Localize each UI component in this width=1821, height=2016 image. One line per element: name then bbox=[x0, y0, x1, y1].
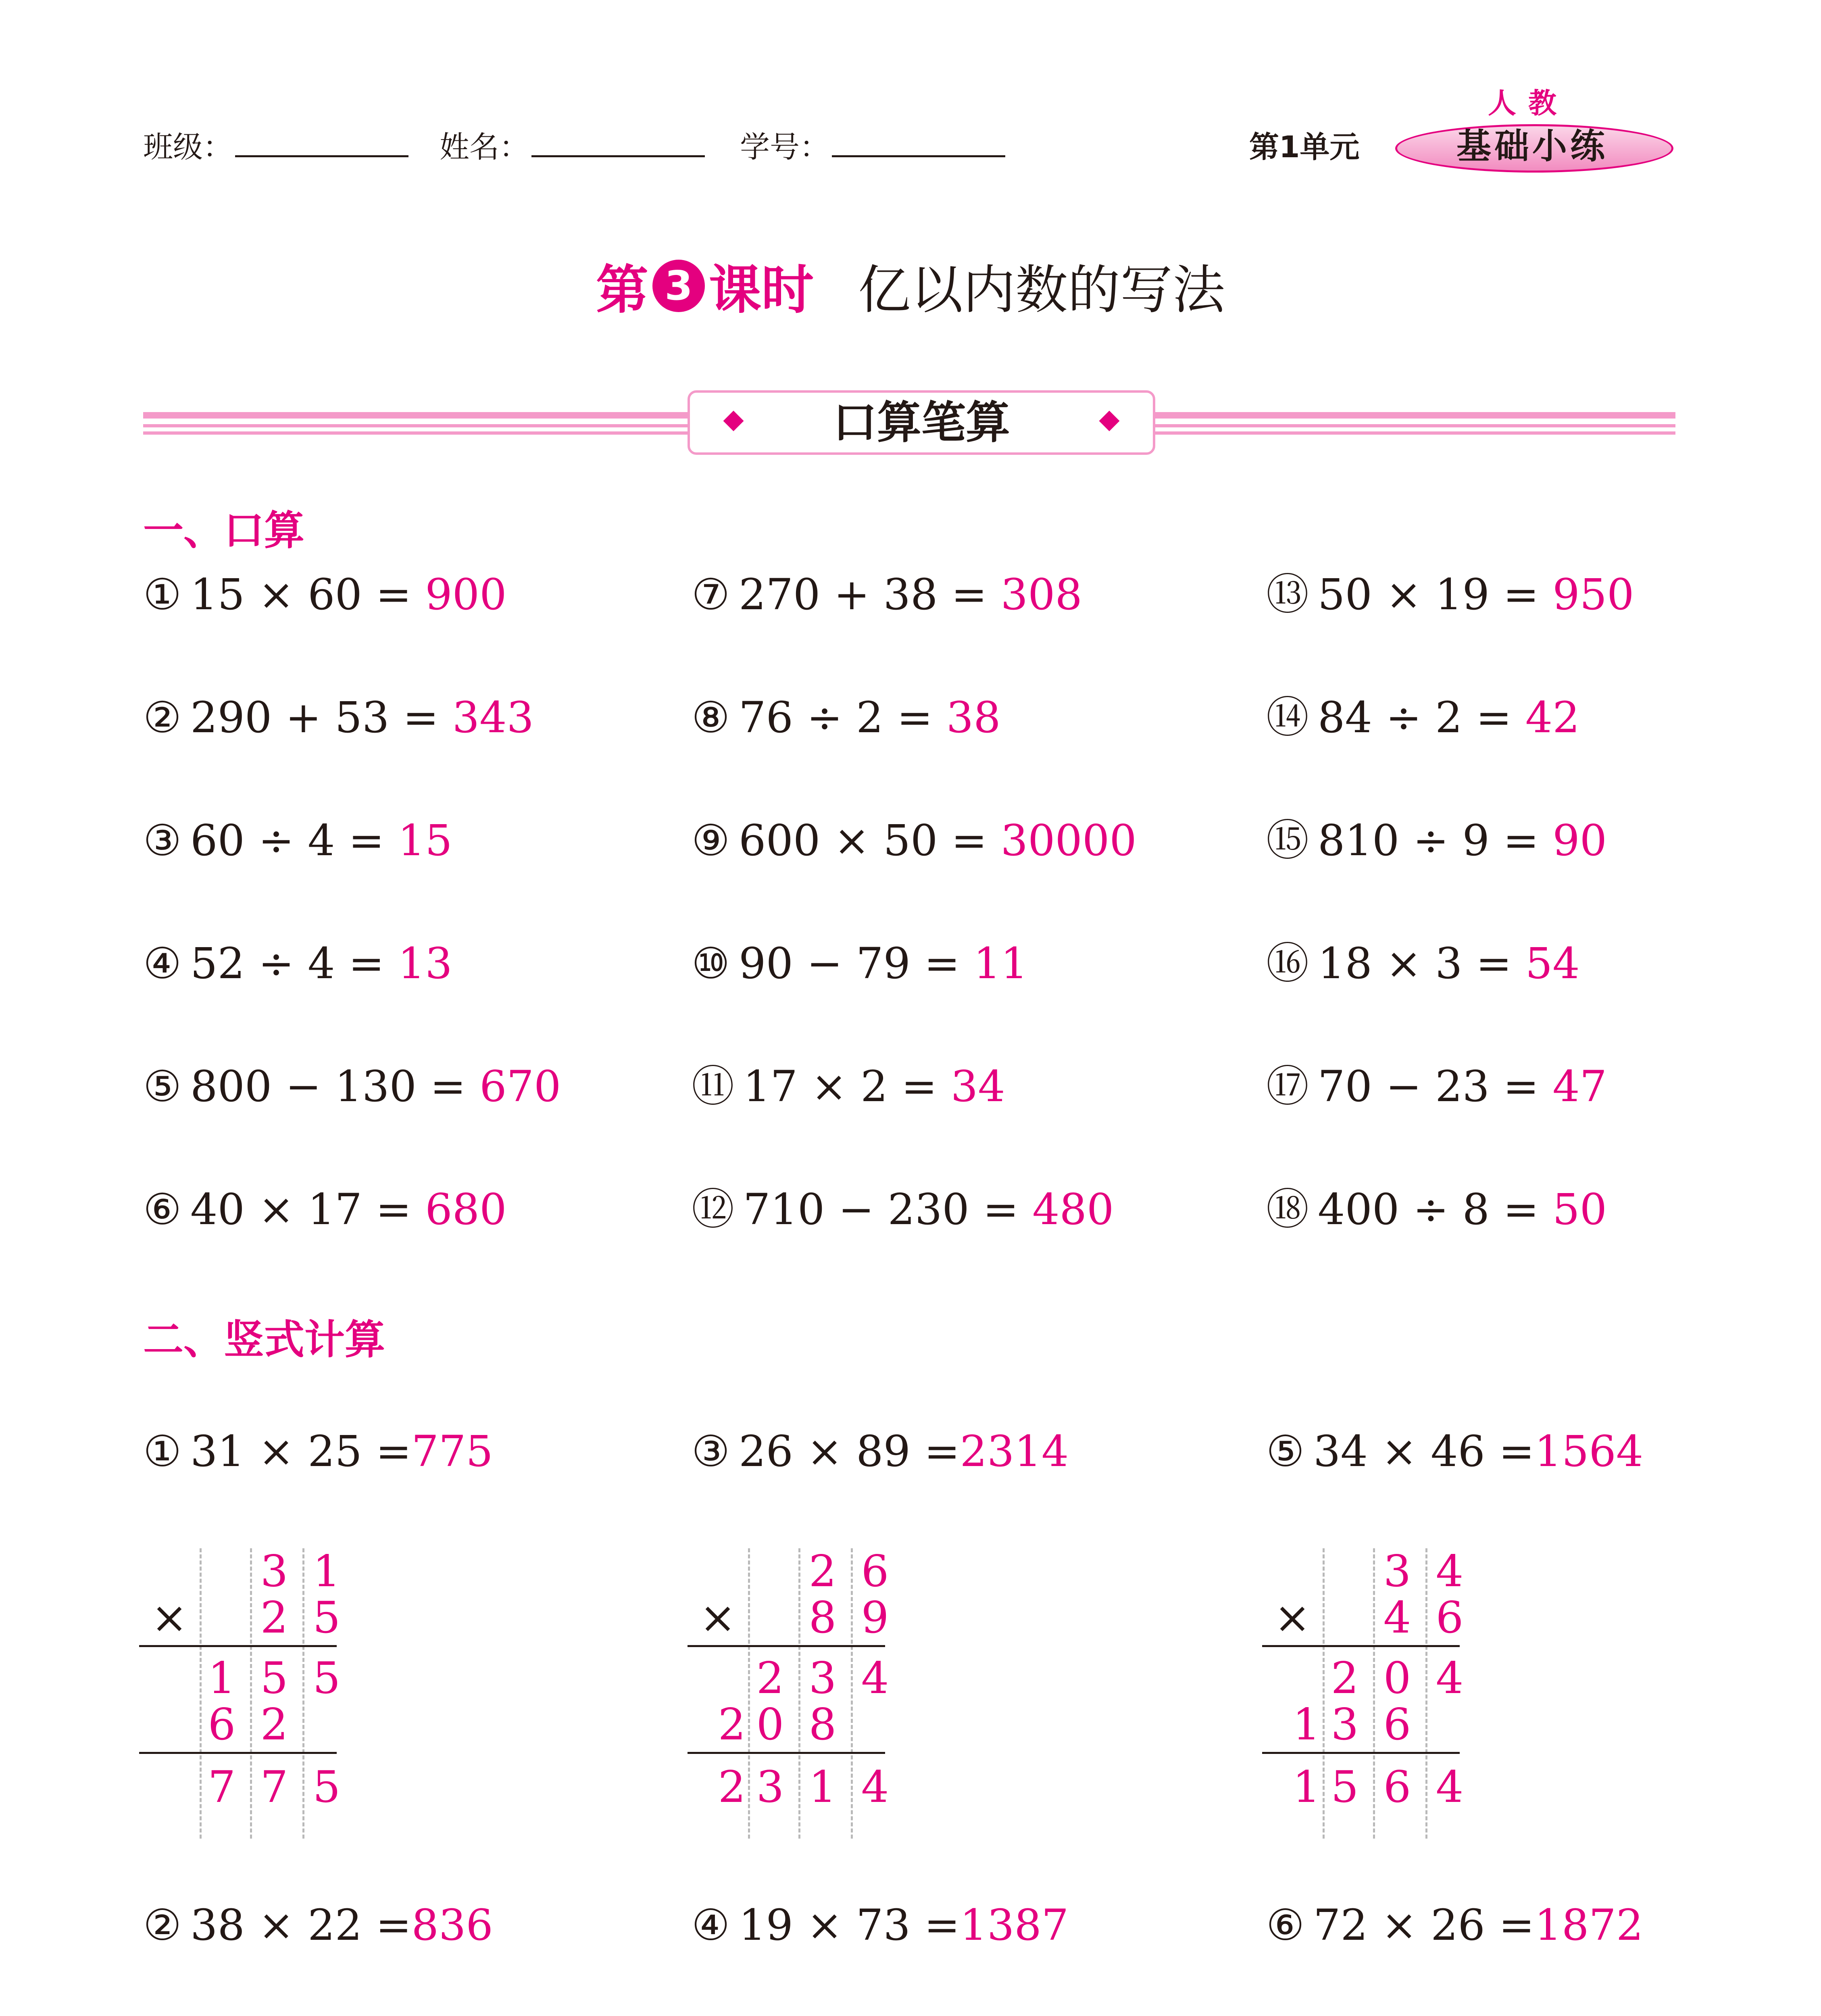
problem-answer[interactable]: 950 bbox=[1552, 570, 1634, 619]
oral-problem bbox=[1266, 1062, 1607, 1111]
badge-publisher: 人教 bbox=[1488, 87, 1569, 120]
page-title bbox=[0, 248, 1821, 323]
problem-expression: 800 − 130 = bbox=[190, 1062, 466, 1111]
digit: 4 bbox=[1436, 1762, 1464, 1812]
digit: 2 bbox=[718, 1699, 746, 1750]
problem-index: ⑧ bbox=[692, 693, 730, 742]
problem-expression: 34 × 46 = bbox=[1313, 1427, 1535, 1476]
problem-expression: 70 − 23 = bbox=[1318, 1062, 1539, 1111]
problem-expression: 19 × 73 = bbox=[739, 1900, 960, 1950]
digit: 2 bbox=[718, 1762, 746, 1812]
problem-answer[interactable]: 38 bbox=[946, 693, 1001, 742]
problem-index: ⑩ bbox=[692, 939, 730, 988]
vertical-problem bbox=[692, 1427, 1069, 1476]
problem-expression: 600 × 50 = bbox=[739, 816, 987, 865]
digit: 4 bbox=[1436, 1546, 1464, 1597]
oral-problem bbox=[692, 1062, 1005, 1111]
section-heading-vertical: 二、竖式计算 bbox=[143, 1316, 385, 1363]
digit: 4 bbox=[861, 1762, 889, 1812]
problem-expression: 400 ÷ 8 = bbox=[1318, 1185, 1539, 1234]
digit: 1 bbox=[808, 1762, 837, 1812]
digit: 3 bbox=[808, 1653, 837, 1704]
rule-line bbox=[1262, 1752, 1460, 1754]
oral-problem bbox=[1266, 816, 1607, 865]
problem-index: ⑤ bbox=[1266, 1427, 1305, 1476]
problem-expression: 710 − 230 = bbox=[743, 1185, 1019, 1234]
problem-expression: 72 × 26 = bbox=[1313, 1900, 1535, 1950]
problem-index: ② bbox=[143, 693, 182, 742]
times-sign: × bbox=[699, 1593, 736, 1643]
oral-problem bbox=[1266, 694, 1580, 742]
vertical-problem bbox=[143, 1901, 493, 1949]
digit: 3 bbox=[1331, 1699, 1359, 1750]
digit: 2 bbox=[1331, 1653, 1359, 1704]
digit: 1 bbox=[313, 1546, 341, 1597]
vertical-problem bbox=[1266, 1427, 1643, 1476]
digit: 5 bbox=[313, 1762, 341, 1812]
digit: 3 bbox=[756, 1762, 784, 1812]
digit: 7 bbox=[260, 1762, 288, 1812]
name-field[interactable] bbox=[440, 123, 705, 166]
vertical-problem bbox=[1266, 1901, 1643, 1949]
vertical-calculation bbox=[1262, 1548, 1464, 1839]
name-label: 姓名： bbox=[440, 130, 529, 165]
problem-index: ③ bbox=[692, 1427, 730, 1476]
oral-problem bbox=[692, 816, 1137, 865]
digit: 3 bbox=[1383, 1546, 1411, 1597]
oral-problem bbox=[143, 939, 452, 988]
digit: 6 bbox=[1383, 1762, 1411, 1812]
oral-problem bbox=[1266, 571, 1634, 619]
oral-problem bbox=[692, 1185, 1114, 1234]
problem-index: ⑬ bbox=[1266, 570, 1309, 619]
problem-index: ⑯ bbox=[1266, 939, 1309, 988]
problem-index: ⑱ bbox=[1266, 1185, 1309, 1234]
problem-answer[interactable]: 1564 bbox=[1534, 1427, 1644, 1476]
digit: 8 bbox=[808, 1593, 837, 1643]
oral-problem bbox=[692, 571, 1082, 619]
oral-problem bbox=[143, 816, 452, 865]
problem-expression: 290 + 53 = bbox=[190, 693, 439, 742]
digit: 4 bbox=[861, 1653, 889, 1704]
student-no-label: 学号： bbox=[740, 130, 829, 165]
problem-index: ③ bbox=[143, 816, 182, 865]
digit: 0 bbox=[1383, 1653, 1411, 1704]
problem-expression: 270 + 38 = bbox=[739, 570, 987, 619]
vertical-calculation bbox=[688, 1548, 889, 1839]
digit: 5 bbox=[313, 1653, 341, 1704]
oral-problem bbox=[143, 1062, 561, 1111]
lesson-prefix: 第 bbox=[596, 259, 648, 321]
problem-expression: 40 × 17 = bbox=[190, 1185, 412, 1234]
problem-index: ⑫ bbox=[692, 1185, 734, 1234]
problem-expression: 38 × 22 = bbox=[190, 1900, 412, 1950]
digit: 8 bbox=[808, 1699, 837, 1750]
problem-answer[interactable]: 308 bbox=[1000, 570, 1082, 619]
problem-answer[interactable]: 680 bbox=[425, 1185, 507, 1234]
digit: 1 bbox=[208, 1653, 236, 1704]
problem-expression: 17 × 2 = bbox=[743, 1062, 938, 1111]
problem-index: ① bbox=[143, 1427, 182, 1476]
class-label: 班级： bbox=[143, 130, 233, 165]
problem-expression: 60 ÷ 4 = bbox=[190, 816, 385, 865]
digit: 6 bbox=[861, 1546, 889, 1597]
problem-answer[interactable]: 480 bbox=[1032, 1185, 1114, 1234]
rule-line bbox=[688, 1645, 885, 1647]
banner-label: 口算笔算 bbox=[833, 397, 1010, 448]
problem-expression: 50 × 19 = bbox=[1318, 570, 1539, 619]
digit: 5 bbox=[313, 1593, 341, 1643]
problem-index: ① bbox=[143, 570, 182, 619]
problem-answer[interactable]: 343 bbox=[452, 693, 534, 742]
oral-problem bbox=[692, 694, 1001, 742]
problem-answer[interactable]: 50 bbox=[1552, 1185, 1607, 1234]
class-field[interactable] bbox=[143, 123, 408, 166]
digit: 5 bbox=[1331, 1762, 1359, 1812]
digit: 6 bbox=[208, 1699, 236, 1750]
rule-line bbox=[139, 1752, 337, 1754]
rule-line bbox=[688, 1752, 885, 1754]
problem-answer[interactable]: 47 bbox=[1552, 1062, 1607, 1111]
problem-answer[interactable]: 1872 bbox=[1534, 1900, 1644, 1950]
problem-answer[interactable]: 900 bbox=[425, 570, 507, 619]
problem-answer[interactable]: 54 bbox=[1525, 939, 1580, 988]
series-badge bbox=[1387, 81, 1677, 173]
digit: 9 bbox=[861, 1593, 889, 1643]
vertical-problem bbox=[692, 1901, 1069, 1949]
problem-index: ④ bbox=[692, 1900, 730, 1950]
problem-answer[interactable]: 670 bbox=[479, 1062, 561, 1111]
problem-expression: 52 ÷ 4 = bbox=[190, 939, 385, 988]
problem-expression: 18 × 3 = bbox=[1318, 939, 1512, 988]
digit: 5 bbox=[260, 1653, 288, 1704]
problem-answer[interactable]: 836 bbox=[411, 1900, 493, 1950]
problem-answer[interactable]: 13 bbox=[398, 939, 452, 988]
digit: 2 bbox=[260, 1593, 288, 1643]
problem-index: ④ bbox=[143, 939, 182, 988]
problem-index: ⑦ bbox=[692, 570, 730, 619]
vertical-calculation bbox=[139, 1548, 341, 1839]
digit: 7 bbox=[208, 1762, 236, 1812]
problem-answer[interactable]: 42 bbox=[1525, 693, 1580, 742]
digit: 2 bbox=[808, 1546, 837, 1597]
unit-label: 第1单元 bbox=[1249, 130, 1360, 165]
problem-answer[interactable]: 34 bbox=[950, 1062, 1005, 1111]
rule-line bbox=[1262, 1645, 1460, 1647]
digit: 1 bbox=[1292, 1699, 1321, 1750]
problem-expression: 15 × 60 = bbox=[190, 570, 412, 619]
problem-index: ⑥ bbox=[1266, 1900, 1305, 1950]
lesson-topic: 亿以内数的写法 bbox=[858, 259, 1225, 321]
problem-index: ② bbox=[143, 1900, 182, 1950]
problem-expression: 810 ÷ 9 = bbox=[1318, 816, 1539, 865]
problem-answer[interactable]: 1387 bbox=[960, 1900, 1069, 1950]
times-sign: × bbox=[151, 1593, 188, 1643]
rule-line bbox=[139, 1645, 337, 1647]
name-blank[interactable] bbox=[531, 129, 705, 157]
problem-index: ⑨ bbox=[692, 816, 730, 865]
digit: 6 bbox=[1436, 1593, 1464, 1643]
problem-index: ⑰ bbox=[1266, 1062, 1309, 1111]
problem-answer[interactable]: 90 bbox=[1552, 816, 1607, 865]
problem-index: ⑮ bbox=[1266, 816, 1309, 865]
digit: 4 bbox=[1436, 1653, 1464, 1704]
vertical-problem bbox=[143, 1427, 493, 1476]
student-no-blank[interactable] bbox=[832, 129, 1005, 157]
lesson-number: 3 bbox=[652, 260, 705, 312]
oral-problem bbox=[1266, 939, 1580, 988]
problem-answer[interactable]: 775 bbox=[411, 1427, 493, 1476]
digit: 0 bbox=[756, 1699, 784, 1750]
times-sign: × bbox=[1274, 1593, 1311, 1643]
student-no-field[interactable] bbox=[740, 123, 1005, 166]
problem-index: ⑭ bbox=[1266, 693, 1309, 742]
oral-problem bbox=[143, 571, 507, 619]
oral-problem bbox=[692, 939, 1028, 988]
problem-answer[interactable]: 2314 bbox=[960, 1427, 1069, 1476]
problem-index: ⑥ bbox=[143, 1185, 182, 1234]
digit: 4 bbox=[1383, 1593, 1411, 1643]
problem-expression: 31 × 25 = bbox=[190, 1427, 412, 1476]
lesson-suffix: 课时 bbox=[708, 259, 814, 321]
problem-answer[interactable]: 30000 bbox=[1000, 816, 1137, 865]
badge-series-name: 基础小练 bbox=[1456, 126, 1608, 167]
oral-problem bbox=[143, 1185, 507, 1234]
problem-expression: 84 ÷ 2 = bbox=[1318, 693, 1512, 742]
oral-problem bbox=[143, 694, 534, 742]
problem-answer[interactable]: 11 bbox=[973, 939, 1028, 988]
problem-index: ⑤ bbox=[143, 1062, 182, 1111]
digit: 2 bbox=[260, 1699, 288, 1750]
problem-expression: 90 − 79 = bbox=[739, 939, 960, 988]
digit: 1 bbox=[1292, 1762, 1321, 1812]
problem-expression: 76 ÷ 2 = bbox=[739, 693, 933, 742]
oral-problem bbox=[1266, 1185, 1607, 1234]
section-banner bbox=[688, 390, 1155, 455]
problem-expression: 26 × 89 = bbox=[739, 1427, 960, 1476]
digit: 2 bbox=[756, 1653, 784, 1704]
problem-index: ⑪ bbox=[692, 1062, 734, 1111]
digit: 6 bbox=[1383, 1699, 1411, 1750]
section-heading-oral: 一、口算 bbox=[143, 507, 304, 554]
class-blank[interactable] bbox=[235, 129, 408, 157]
problem-answer[interactable]: 15 bbox=[398, 816, 452, 865]
digit: 3 bbox=[260, 1546, 288, 1597]
